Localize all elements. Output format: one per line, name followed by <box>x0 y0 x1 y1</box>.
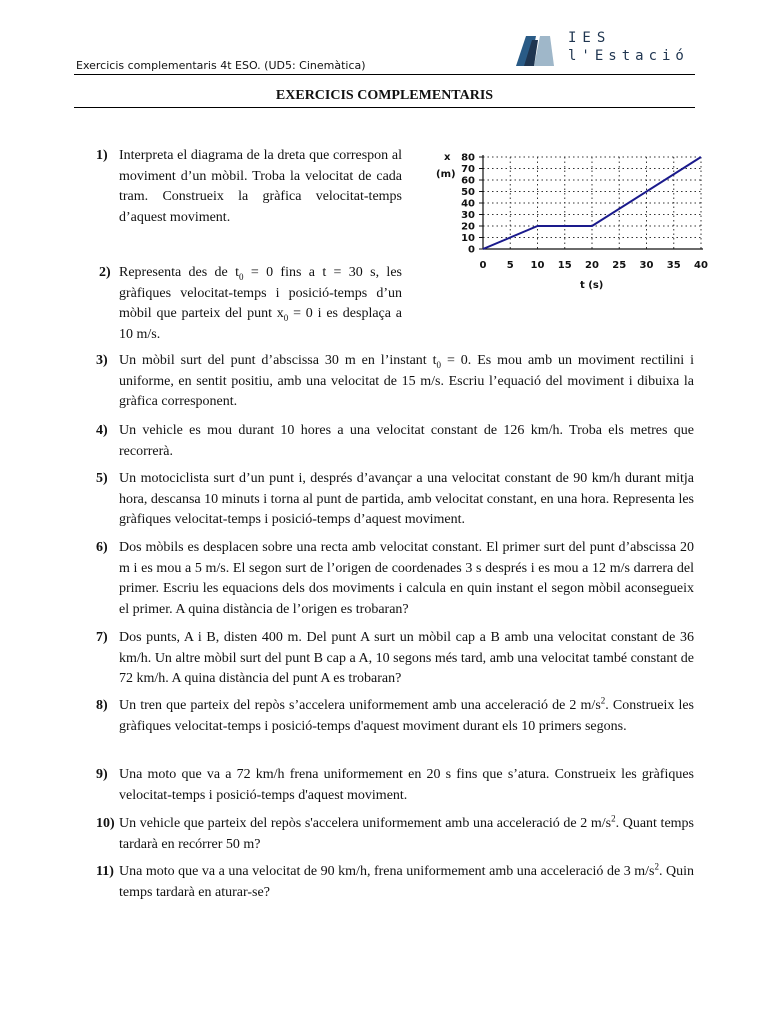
exercise-7 <box>96 628 694 690</box>
logo-text-estacio: l'Estació <box>568 48 689 64</box>
exercise-text: Una moto que va a una velocitat de 90 km/h, frena uniformement amb una acceleració de 3 $m/s^2$. Quin temps tardarà en aturar-se? <box>119 861 695 900</box>
chart-tick-labels <box>461 153 708 272</box>
exercise-5 <box>96 469 694 531</box>
chart-y-tick-label: 10 <box>461 233 475 244</box>
exercise-text: Un motociclista surt d’un punt i, després d’avançar a una velocitat constant de 90 km/h durant mitja hora, descansa 10 minuts i torna al punt de partida, amb velocitat constant, en una hora. Representa les gràfiques velocitat-temps i posició-temps d’aquest moviment. <box>119 471 694 527</box>
exercise-number: 5) <box>96 471 108 486</box>
chart-x-tick-label: 40 <box>694 260 708 271</box>
chart-axes <box>479 155 703 249</box>
exercise-text: Un vehicle que parteix del repòs s'accelera uniformement amb una acceleració de 2 $m/s^2$. Quant temps tardarà en recórrer 50 m? <box>119 813 694 852</box>
exercise-2 <box>99 263 402 345</box>
exercise-number: 3) <box>96 353 108 368</box>
exercise-10 <box>96 814 694 855</box>
chart-x-tick-label: 0 <box>479 260 487 271</box>
school-logo <box>510 30 695 70</box>
header-subtitle: Exercicis complementaris 4t ESO. (UD5: Cinemàtica) <box>76 59 366 72</box>
chart-x-tick-label: 20 <box>585 260 599 271</box>
exercise-4 <box>96 421 694 462</box>
exercise-number: 8) <box>96 698 108 713</box>
chart-x-tick-label: 30 <box>639 260 654 271</box>
exercise-number: 1) <box>96 148 108 163</box>
chart-x-tick-label: 35 <box>666 260 681 271</box>
chart-y-tick-label: 0 <box>468 244 475 256</box>
exercise-6 <box>96 538 694 620</box>
chart-y-tick-label: 80 <box>461 152 475 164</box>
chart-x-tick-label: 5 <box>506 260 514 271</box>
chart-y-tick-label: 50 <box>461 187 475 198</box>
title-divider <box>74 107 695 108</box>
exercise-text: Dos punts, A i B, disten 400 m. Del punt A surt un mòbil cap a B amb una velocitat constant de 36 km/h. Un altre mòbil surt del punt B cap a A, 10 segons més tard, amb una velocitat també constant de 72 km/h. A quina distància del punt A es trobaran? <box>119 630 694 686</box>
exercise-8 <box>96 696 694 737</box>
position-time-chart <box>430 146 720 296</box>
exercise-number: 6) <box>96 540 108 555</box>
logo-mark <box>510 30 562 70</box>
exercise-number: 7) <box>96 630 108 645</box>
chart-x-tick-label: 25 <box>612 260 627 271</box>
exercise-text: Un vehicle es mou durant 10 hores a una velocitat constant de 126 km/h. Troba els metres que recorrerà. <box>119 423 694 459</box>
exercise-text: Una moto que va a 72 km/h frena uniformement en 20 s fins que s’atura. Construeix les gràfiques velocitat-temps i posició-temps d'aquest moviment. <box>119 767 694 803</box>
header-divider <box>74 74 695 75</box>
exercise-text: Interpreta el diagrama de la dreta que correspon al moviment d’un mòbil. Troba la velocitat de cada tram. Construeix la gràfica velocitat-temps d’aquest moviment. <box>119 148 402 225</box>
chart-y-tick-label: 60 <box>461 175 475 187</box>
exercise-text: Representa des de $t_0 = 0$ fins a t = 30 s, les gràfiques velocitat-temps i posició-temps d’un mòbil que parteix del punt $x_0 = 0$ i es desplaça a 10 m/s. <box>119 265 403 342</box>
exercise-1 <box>96 146 402 228</box>
exercise-number: 11) <box>96 864 114 879</box>
chart-y-tick-label: 20 <box>461 221 475 233</box>
exercise-number: 4) <box>96 423 108 438</box>
exercise-number: 2) <box>99 265 111 280</box>
chart-x-tick-label: 10 <box>530 260 545 271</box>
page-title: EXERCICIS COMPLEMENTARIS <box>275 88 494 103</box>
logo-text-ies: IES <box>568 30 612 46</box>
chart-y-tick-label: 30 <box>461 210 475 221</box>
chart-y-tick-label: 40 <box>461 198 475 210</box>
exercise-text: Un mòbil surt del punt d’abscissa 30 m en l’instant $t_0 = 0$. Es mou amb un moviment rectilini i uniforme, en sentit positiu, amb una velocitat de 15 m/s. Escriu l’equació del moviment i dibuixa la gràfica corresponent. <box>119 353 694 409</box>
chart-y-unit: (m) <box>436 169 456 180</box>
chart-x-label: t (s) <box>580 280 604 291</box>
exercise-text: Dos mòbils es desplacen sobre una recta amb velocitat constant. El primer surt del punt d’abscissa 20 m i es mou a 5 m/s. El segon surt de l’origen de coordenades 3 s després i es mou a 12 m/s darrera del primer. Escriu les equacions dels dos moviments i calcula en quin instant el segon mòbil aconsegueix el primer. A quina distància de l’origen es trobaran? <box>119 540 694 617</box>
exercise-9 <box>96 765 694 806</box>
chart-y-tick-label: 70 <box>461 164 475 175</box>
exercise-3 <box>96 351 694 413</box>
exercise-number: 9) <box>96 767 108 782</box>
chart-y-label: x <box>444 152 451 163</box>
exercise-11 <box>96 862 694 903</box>
exercise-number: 10) <box>96 816 115 831</box>
chart-x-tick-label: 15 <box>557 260 572 271</box>
exercise-text: Un tren que parteix del repòs s’accelera uniformement amb una acceleració de 2 $m/s^2$. Construeix les gràfiques velocitat-temps i posició-temps d'aquest moviment durant els 10 primers segons. <box>119 695 694 734</box>
